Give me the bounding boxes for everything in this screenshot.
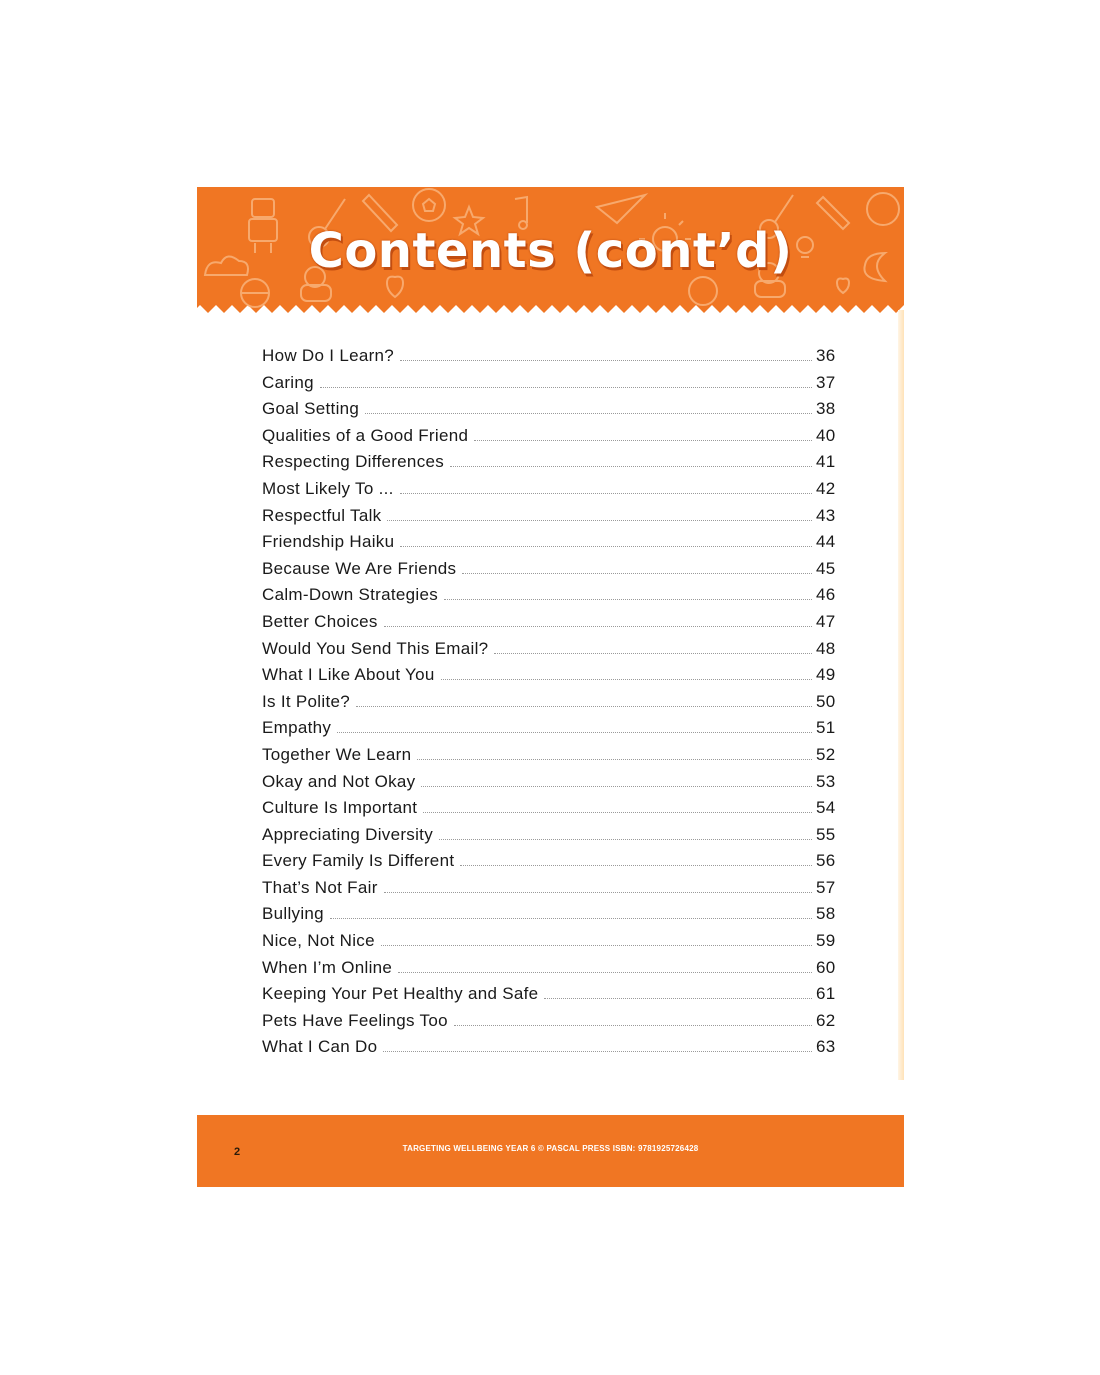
toc-entry-page: 52	[816, 744, 836, 764]
page-edge-shadow	[898, 310, 904, 1080]
dot-leader	[421, 786, 812, 787]
toc-row[interactable]	[262, 452, 840, 479]
toc-entry-title: When I’m Online	[262, 957, 393, 977]
toc-entry-page: 50	[816, 691, 836, 711]
toc-entry-title: Respecting Differences	[262, 452, 445, 472]
toc-entry-title: What I Like About You	[262, 665, 435, 685]
dot-leader	[460, 865, 812, 866]
dot-leader	[439, 839, 812, 840]
contents-header-banner	[197, 187, 904, 319]
toc-entry-page: 60	[816, 957, 836, 977]
toc-entry-page: 55	[816, 824, 836, 844]
toc-entry-page: 45	[816, 558, 836, 578]
toc-row[interactable]	[262, 612, 840, 639]
dot-leader	[320, 387, 812, 388]
toc-row[interactable]	[262, 479, 840, 506]
toc-entry-page: 47	[816, 611, 836, 631]
toc-entry-title: Okay and Not Okay	[262, 771, 416, 791]
toc-row[interactable]	[262, 346, 840, 373]
toc-entry-title: Caring	[262, 372, 314, 392]
dot-leader	[544, 998, 812, 999]
toc-entry-page: 57	[816, 877, 836, 897]
dot-leader	[423, 812, 812, 813]
toc-entry-title: Pets Have Feelings Too	[262, 1010, 448, 1030]
dot-leader	[356, 706, 812, 707]
toc-entry-page: 38	[816, 399, 836, 419]
dot-leader	[330, 918, 812, 919]
dot-leader	[337, 732, 812, 733]
toc-row[interactable]	[262, 958, 840, 985]
toc-entry-page: 58	[816, 904, 836, 924]
toc-row[interactable]	[262, 665, 840, 692]
toc-entry-page: 40	[816, 425, 836, 445]
footer-copyright: TARGETING WELLBEING YEAR 6 © PASCAL PRESS ISBN: 9781925726428	[402, 1144, 699, 1153]
toc-entry-page: 62	[816, 1010, 836, 1030]
toc-row[interactable]	[262, 426, 840, 453]
toc-entry-title: Better Choices	[262, 611, 378, 631]
dot-leader	[494, 653, 812, 654]
toc-entry-title: Would You Send This Email?	[262, 638, 489, 658]
toc-row[interactable]	[262, 984, 840, 1011]
toc-entry-title: Empathy	[262, 718, 332, 738]
toc-entry-title: Nice, Not Nice	[262, 931, 375, 951]
toc-row[interactable]	[262, 745, 840, 772]
page-title: Contents (cont’d)	[308, 223, 793, 279]
toc-entry-page: 43	[816, 505, 836, 525]
toc-entry-page: 48	[816, 638, 836, 658]
toc-entry-page: 37	[816, 372, 836, 392]
dot-leader	[387, 520, 812, 521]
toc-entry-page: 53	[816, 771, 836, 791]
toc-entry-title: Because We Are Friends	[262, 558, 457, 578]
toc-entry-page: 56	[816, 851, 836, 871]
dot-leader	[383, 1051, 812, 1052]
dot-leader	[365, 413, 812, 414]
toc-entry-title: Calm-Down Strategies	[262, 585, 439, 605]
toc-row[interactable]	[262, 639, 840, 666]
toc-row[interactable]	[262, 559, 840, 586]
toc-row[interactable]	[262, 585, 840, 612]
toc-entry-title: Every Family Is Different	[262, 851, 455, 871]
toc-entry-title: How Do I Learn?	[262, 346, 395, 365]
toc-entry-page: 36	[816, 346, 836, 365]
dot-leader	[454, 1025, 812, 1026]
toc-row[interactable]	[262, 373, 840, 400]
toc-entry-title: Together We Learn	[262, 744, 412, 764]
dot-leader	[400, 493, 812, 494]
toc-entry-title: Keeping Your Pet Healthy and Safe	[262, 984, 539, 1004]
toc-row[interactable]	[262, 1037, 840, 1064]
toc-row[interactable]	[262, 904, 840, 931]
dot-leader	[381, 945, 812, 946]
toc-entry-title: Appreciating Diversity	[262, 824, 433, 844]
toc-row[interactable]	[262, 718, 840, 745]
toc-entry-page: 44	[816, 532, 836, 552]
dot-leader	[384, 892, 812, 893]
toc-row[interactable]	[262, 878, 840, 905]
toc-row[interactable]	[262, 692, 840, 719]
toc-row[interactable]	[262, 506, 840, 533]
toc-entry-page: 46	[816, 585, 836, 605]
toc-row[interactable]	[262, 532, 840, 559]
toc-row[interactable]	[262, 772, 840, 799]
table-of-contents	[262, 346, 840, 1064]
toc-entry-page: 42	[816, 478, 836, 498]
toc-entry-title: Friendship Haiku	[262, 532, 395, 552]
toc-entry-title: What I Can Do	[262, 1037, 378, 1057]
toc-row[interactable]	[262, 1011, 840, 1038]
toc-entry-page: 61	[816, 984, 836, 1004]
toc-entry-title: Qualities of a Good Friend	[262, 425, 469, 445]
toc-entry-title: Respectful Talk	[262, 505, 382, 525]
dot-leader	[462, 573, 812, 574]
toc-entry-page: 63	[816, 1037, 836, 1057]
toc-entry-title: That’s Not Fair	[262, 877, 378, 897]
dot-leader	[474, 440, 812, 441]
toc-row[interactable]	[262, 825, 840, 852]
dot-leader	[400, 546, 812, 547]
dot-leader	[450, 466, 812, 467]
dot-leader	[441, 679, 812, 680]
dot-leader	[417, 759, 812, 760]
toc-entry-title: Goal Setting	[262, 399, 360, 419]
page-number: 2	[234, 1146, 241, 1158]
toc-row[interactable]	[262, 399, 840, 426]
toc-entry-page: 51	[816, 718, 836, 738]
toc-entry-page: 49	[816, 665, 836, 685]
toc-entry-page: 54	[816, 798, 836, 818]
toc-row[interactable]	[262, 931, 840, 958]
dot-leader	[398, 972, 812, 973]
toc-entry-page: 59	[816, 931, 836, 951]
toc-entry-title: Culture Is Important	[262, 798, 418, 818]
dot-leader	[400, 360, 812, 361]
toc-entry-title: Is It Polite?	[262, 691, 350, 711]
dot-leader	[384, 626, 812, 627]
toc-entry-title: Most Likely To ...	[262, 478, 394, 498]
dot-leader	[444, 599, 812, 600]
toc-row[interactable]	[262, 851, 840, 878]
toc-row[interactable]	[262, 798, 840, 825]
toc-entry-title: Bullying	[262, 904, 324, 924]
toc-entry-page: 41	[816, 452, 836, 472]
